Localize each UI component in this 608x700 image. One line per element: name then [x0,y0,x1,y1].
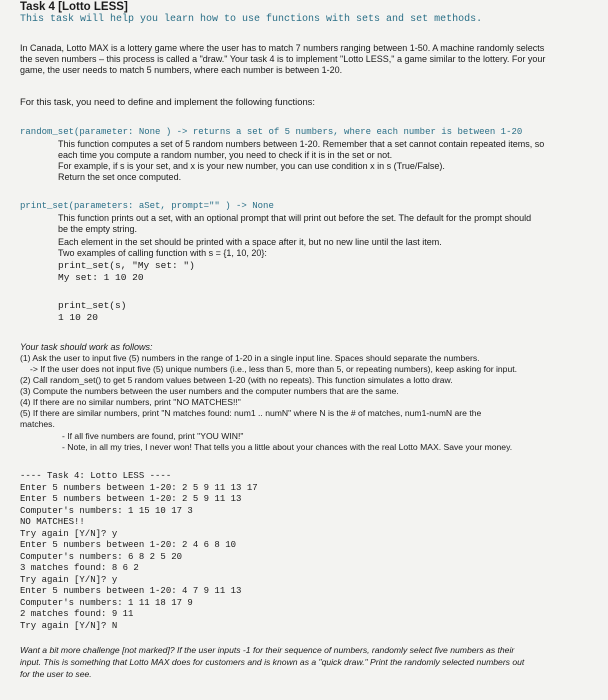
intro-line-3: game, the user needs to match 5 numbers, where each number is between 1-20. [20,65,343,75]
console-line: Computer's numbers: 1 11 18 17 9 [20,597,193,608]
print-set-example-3: print_set(s) [58,300,127,311]
console-line: NO MATCHES!! [20,517,85,527]
console-line: Computer's numbers: 6 8 2 5 20 [20,551,183,562]
random-set-desc-2: each time you compute a random number, you need to check if it is in the set or not. [58,150,393,160]
console-line: Enter 5 numbers between 1-20: 2 4 6 8 10 [20,540,237,550]
print-set-desc-4: Two examples of calling function with s = {1, 10, 20}: [58,248,267,258]
instruction-text: For this task, you need to define and implement the following functions: [20,96,315,107]
step-1-note: -> If the user does not input five (5) unique numbers (i.e., less than 5, more than 5, or repeating numbers), keep asking for input. [30,364,518,374]
console-line: Try again [Y/N]? y [20,574,118,585]
console-line: 3 matches found: 8 6 2 [20,563,139,573]
random-set-desc-3: For example, if s is your set, and x is your new number, you can use condition x in s (True/False). [58,161,445,171]
intro-line-2: the seven numbers – this process is called a "draw." Your task 4 is to implement "Lotto LESS," a game similar to the lottery. For your [20,54,546,64]
challenge-line-3: for the user to see. [20,669,92,679]
random-set-signature: random_set(parameter: None ) -> returns a set of 5 numbers, where each number is between 1-20 [20,127,523,137]
note-win: - If all five numbers are found, print "YOU WIN!" [62,431,244,441]
print-set-desc-3: Each element in the set should be printed with a space after it, but no new line until the last item. [58,237,442,247]
step-2: (2) Call random_set() to get 5 random values between 1-20 (with no repeats). This function simulates a lotto draw. [20,375,453,385]
console-line: 2 matches found: 9 11 [20,609,134,619]
note-money: - Note, in all my tries, I never won! That tells you a little about your chances with the real Lotto MAX. Save your money. [62,442,513,452]
intro-line-1: In Canada, Lotto MAX is a lottery game where the user has to match 7 numbers ranging between 1-50. A machine randomly selects [20,43,545,53]
follows-heading: Your task should work as follows: [20,342,153,352]
print-set-example-2: My set: 1 10 20 [58,272,144,283]
print-set-example-1: print_set(s, "My set: ") [58,260,195,271]
challenge-line-1: Want a bit more challenge [not marked]? If the user inputs -1 for their sequence of numbers, randomly select five numbers as their [20,645,515,655]
step-5-cont: matches. [20,419,55,429]
print-set-desc-1: This function prints out a set, with an optional prompt that will print out before the set. The default for the prompt should [58,213,532,223]
challenge-line-2: input. This is something that Lotto MAX does for customers and is known as a "quick draw." Print the randomly selected numbers out [20,657,525,667]
console-line: ---- Task 4: Lotto LESS ---- [20,471,172,481]
step-1: (1) Ask the user to input five (5) numbers in the range of 1-20 in a single input line. Spaces should separate the numbers. [20,353,480,363]
console-output [20,471,258,632]
console-line: Computer's numbers: 1 15 10 17 3 [20,505,193,516]
task-title: Task 4 [Lotto LESS] [20,1,128,13]
step-5: (5) If there are similar numbers, print "N matches found: num1 .. numN" where N is the # of matches, num1-numN are the [20,408,482,418]
print-set-example-4: 1 10 20 [58,312,98,323]
console-line: Enter 5 numbers between 1-20: 4 7 9 11 13 [20,586,242,596]
console-line: Enter 5 numbers between 1-20: 2 5 9 11 13 17 [20,482,258,493]
console-line: Try again [Y/N]? N [20,620,118,631]
step-4: (4) If there are no similar numbers, print "NO MATCHES!!" [20,397,241,407]
console-line: Enter 5 numbers between 1-20: 2 5 9 11 13 [20,494,242,504]
random-set-desc-1: This function computes a set of 5 random numbers between 1-20. Remember that a set cannot contain repeated items, so [58,139,545,149]
step-3: (3) Compute the numbers between the user numbers and the computer numbers that are the same. [20,386,399,396]
console-line: Try again [Y/N]? y [20,528,118,539]
random-set-desc-4: Return the set once computed. [58,172,182,182]
print-set-desc-2: be the empty string. [58,224,138,234]
print-set-signature: print_set(parameters: aSet, prompt="" ) -> None [20,201,274,211]
task-subtitle: This task will help you learn how to use functions with sets and set methods. [20,14,483,25]
